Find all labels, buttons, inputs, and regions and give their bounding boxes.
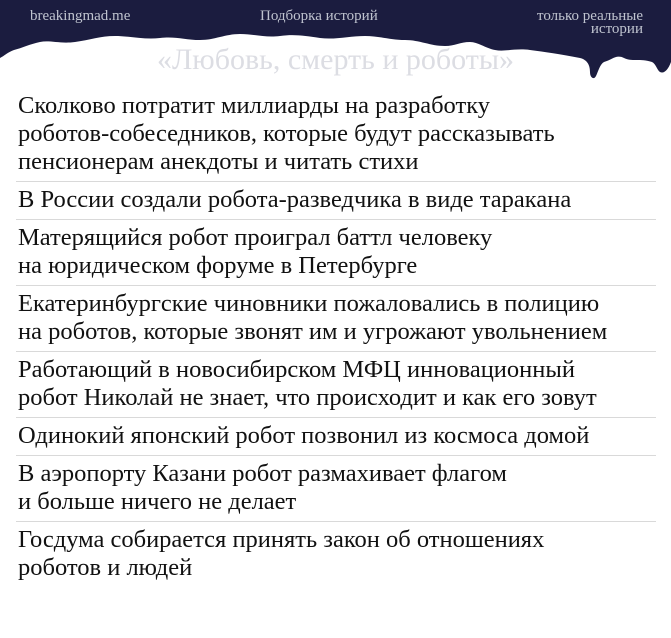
list-item: Госдума собирается принять закон об отношениях роботов и людей <box>18 526 545 581</box>
list-item: Екатеринбургские чиновники пожаловались в полицию на роботов, которые звонят им и угрожают увольнением <box>16 286 656 352</box>
list-item: Одинокий японский робот позвонил из космоса домой <box>16 418 656 456</box>
list-item: Матерящийся робот проиграл баттл человеку на юридическом форуме в Петербурге <box>16 220 656 286</box>
list-item: В аэропорту Казани робот размахивает флагом и больше ничего не делает <box>16 456 656 522</box>
story-list <box>16 88 656 587</box>
site-name[interactable]: breakingmad.me <box>30 8 131 24</box>
header-banner <box>0 0 671 80</box>
list-item: Работающий в новосибирском МФЦ инновационный робот Николай не знает, что происходит и как его зовут <box>16 352 656 418</box>
page-title: «Любовь, смерть и роботы» <box>156 43 515 76</box>
list-item: В России создали робота-разведчика в виде таракана <box>16 182 656 220</box>
tagline: только реальные истории <box>537 8 643 37</box>
section-label: Подборка историй <box>260 8 378 24</box>
list-item: Сколково потратит миллиарды на разработку роботов-собеседников, которые будут рассказывать пенсионерам анекдоты и читать стихи <box>16 88 656 182</box>
